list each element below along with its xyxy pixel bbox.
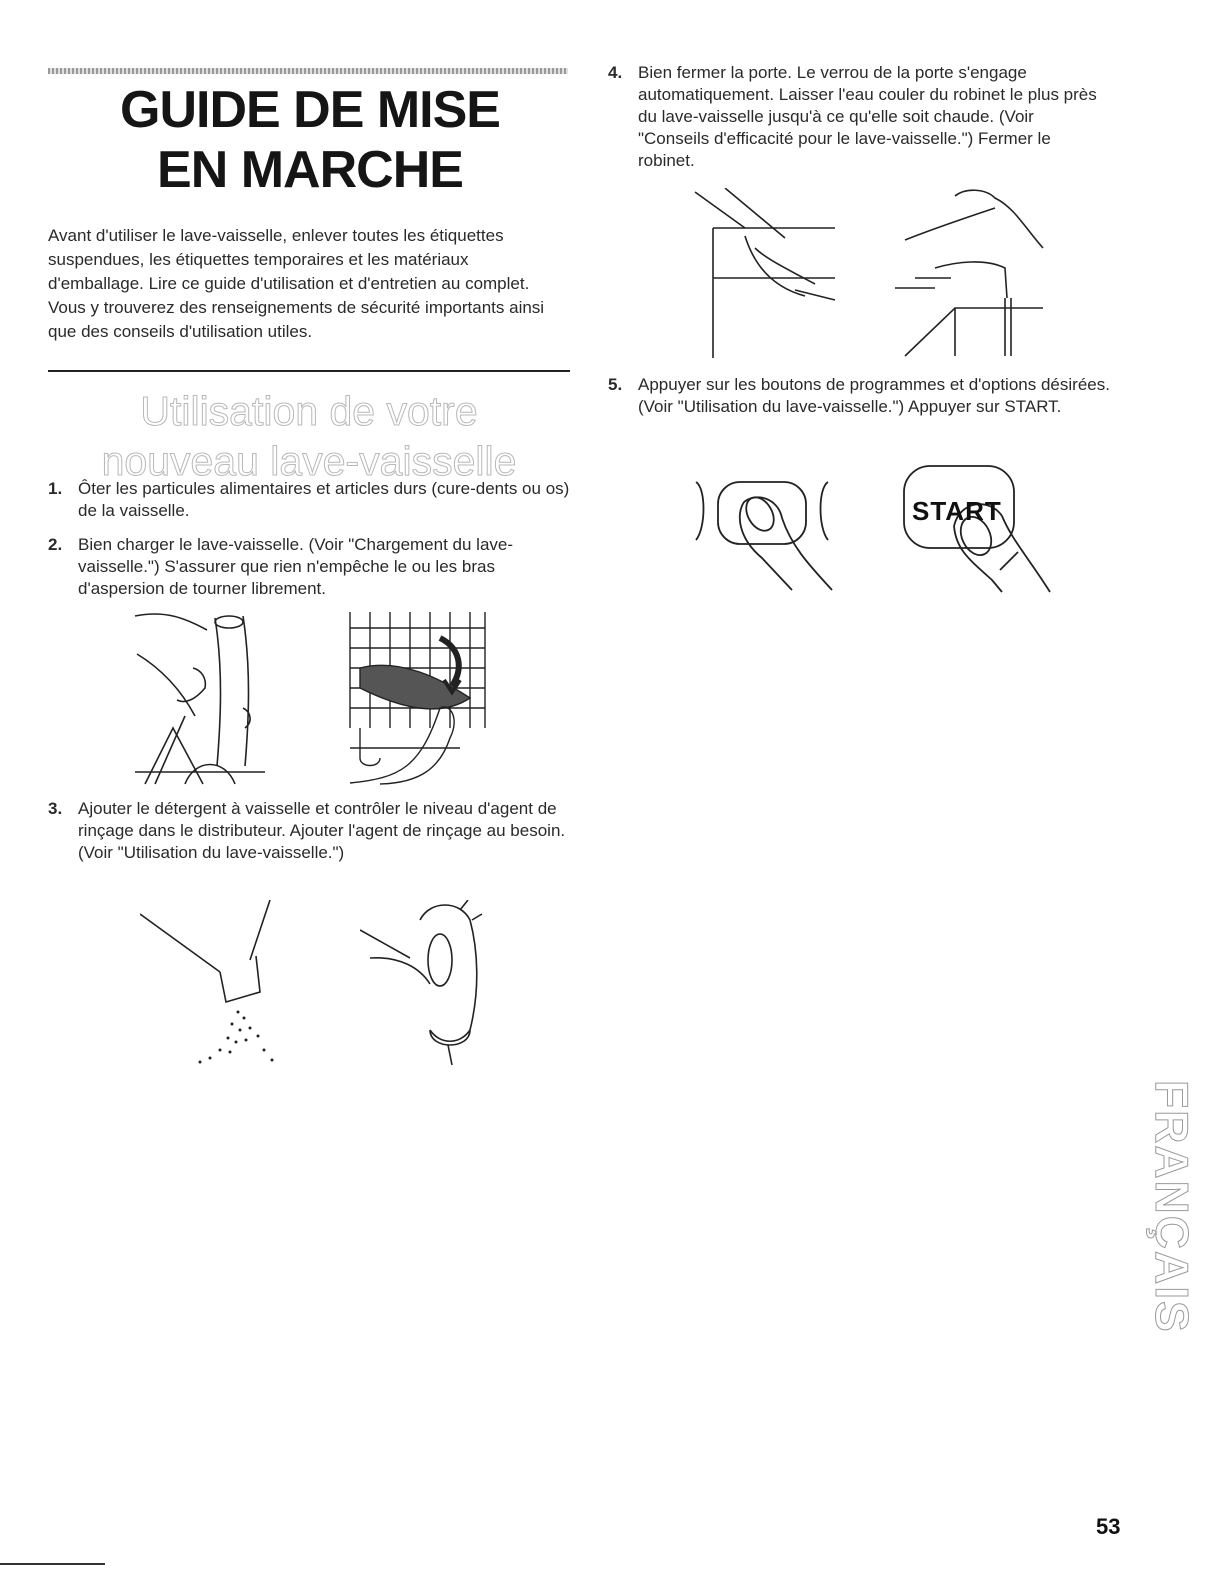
step-number: 4. <box>608 63 623 82</box>
page-number: 53 <box>1096 1514 1121 1539</box>
illustration-rinse-aid <box>360 900 500 1070</box>
language-tab <box>1145 1080 1198 1350</box>
illustration-scrape-dishes <box>125 608 275 786</box>
illustration-add-detergent <box>140 900 290 1070</box>
illustration-press-program-button <box>682 468 842 598</box>
section-divider <box>48 370 570 372</box>
step-2 <box>48 534 570 600</box>
step-1 <box>48 478 570 522</box>
title-line-1: GUIDE DE MISE <box>120 81 500 139</box>
step-number: 1. <box>48 479 63 498</box>
start-button-label: START <box>912 496 1002 526</box>
section-heading <box>48 386 570 486</box>
language-tab-label: FRANÇAIS <box>1146 1080 1198 1334</box>
step-text: Ôter les particules alimentaires et articles durs (cure-dents ou os) de la vaisselle. <box>78 479 570 520</box>
title-line-2: EN MARCHE <box>157 141 463 199</box>
step-number: 5. <box>608 375 623 394</box>
step-5 <box>608 374 1118 418</box>
header-rule <box>48 68 568 74</box>
step-text: Bien fermer la porte. Le verrou de la porte s'engage automatiquement. Laisser l'eau couler du robinet le plus près du lave-vaisselle jusqu'à ce qu'elle soit chaude. (Voir "Conseils d'efficacité pour le lave-vaisselle.") Fermer le robinet. <box>638 63 1097 170</box>
intro-paragraph: Avant d'utiliser le lave-vaisselle, enlever toutes les étiquettes suspendues, les étiquettes temporaires et les matériaux d'emballage. Lire ce guide d'utilisation et d'entretien au complet. Vous y trouverez des renseignements de sécurité importants ainsi que des conseils d'utilisation utiles. <box>48 226 545 341</box>
step-4 <box>608 62 1108 172</box>
page-title <box>60 80 560 200</box>
step-number: 2. <box>48 535 63 554</box>
step-text: Ajouter le détergent à vaisselle et contrôler le niveau d'agent de rinçage dans le distributeur. Ajouter l'agent de rinçage au besoin. (Voir "Utilisation du lave-vaisselle.") <box>78 799 566 862</box>
footer-rule <box>0 1563 105 1565</box>
start-button-illustration <box>900 460 1060 600</box>
illustration-load-rack <box>340 608 490 786</box>
step-number: 3. <box>48 799 63 818</box>
illustration-close-door <box>685 188 845 360</box>
step-3 <box>48 798 570 864</box>
illustration-run-faucet <box>895 188 1045 360</box>
step-text: Appuyer sur les boutons de programmes et d'options désirées. (Voir "Utilisation du lave-vaisselle.") Appuyer sur START. <box>638 375 1110 416</box>
section-heading-line-2: nouveau lave-vaisselle <box>101 438 517 484</box>
step-text: Bien charger le lave-vaisselle. (Voir "Chargement du lave-vaisselle.") S'assurer que rien n'empêche le ou les bras d'aspersion de tourner librement. <box>78 535 514 598</box>
section-heading-line-1: Utilisation de votre <box>140 388 478 434</box>
